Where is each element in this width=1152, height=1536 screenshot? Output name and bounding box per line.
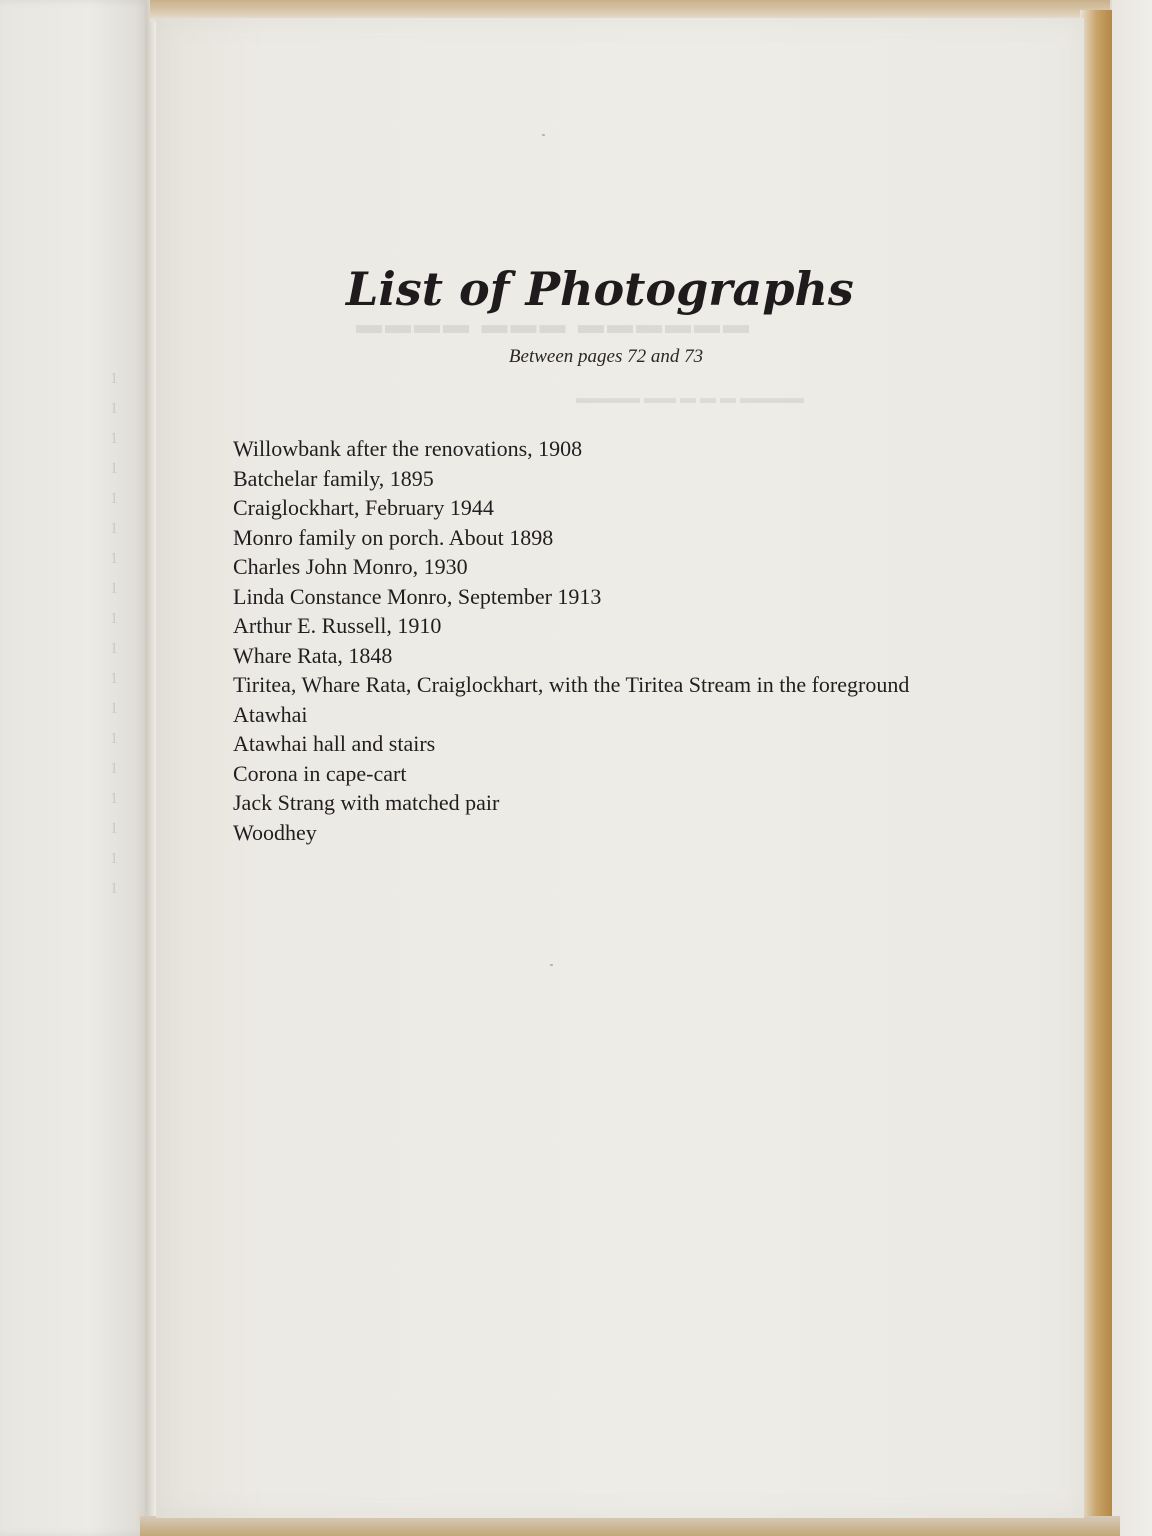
list-item: Monro family on porch. About 1898 bbox=[233, 524, 554, 550]
list-item: Woodhey bbox=[233, 819, 317, 845]
list-item: Charles John Monro, 1930 bbox=[233, 554, 468, 579]
paper-speck bbox=[542, 134, 545, 136]
background-right bbox=[1112, 0, 1152, 1536]
list-item: Atawhai hall and stairs bbox=[233, 731, 436, 756]
page-title: List of Photographs bbox=[346, 262, 854, 316]
list-item: Corona in cape-cart bbox=[233, 760, 407, 786]
photo-list bbox=[233, 434, 933, 847]
list-item: Linda Constance Monro, September 1913 bbox=[233, 583, 602, 609]
list-item: Whare Rata, 1848 bbox=[233, 642, 393, 668]
list-item: Jack Strang with matched pair bbox=[233, 790, 500, 815]
bleed-through-text-2: ▬▬▬▬ ▬▬ ▬ ▬ ▬ ▬▬▬▬ bbox=[576, 390, 804, 407]
right-page bbox=[156, 18, 1084, 1518]
list-item: Atawhai bbox=[233, 701, 308, 727]
left-page bbox=[0, 0, 150, 1536]
bottom-edge bbox=[140, 1516, 1120, 1536]
page-subtitle: Between pages 72 and 73 bbox=[508, 346, 704, 367]
list-item: Tiritea, Whare Rata, Craiglockhart, with the Tiritea Stream in the foreground bbox=[233, 672, 910, 697]
paper-speck bbox=[550, 964, 553, 966]
list-item: Arthur E. Russell, 1910 bbox=[233, 613, 442, 638]
page-gutter bbox=[146, 0, 156, 1536]
left-page-bleed-through: 1 1 1 1 1 1 1 1 1 1 1 1 1 1 1 1 1 1 bbox=[110, 370, 118, 897]
list-item: Willowbank after the renovations, 1908 bbox=[233, 436, 583, 461]
list-item: Craiglockhart, February 1944 bbox=[233, 495, 494, 520]
bleed-through-text: ▬▬▬▬ ▬▬▬ ▬▬▬▬▬▬ bbox=[356, 310, 752, 339]
list-item: Batchelar family, 1895 bbox=[233, 465, 434, 491]
